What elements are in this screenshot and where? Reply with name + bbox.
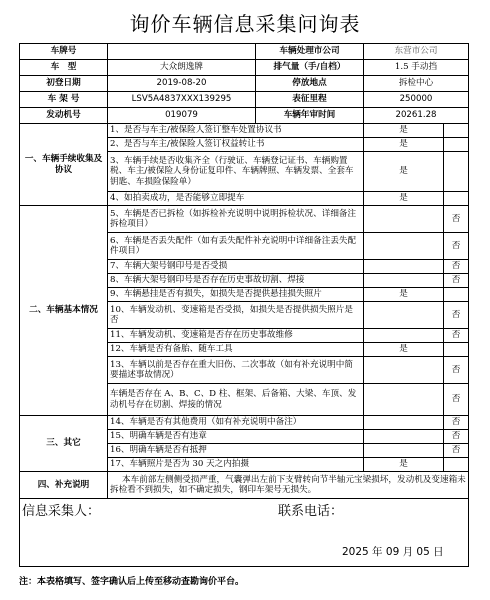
- inspection-value[interactable]: 20261.28: [364, 108, 469, 124]
- item-4-yes[interactable]: 是: [364, 192, 444, 206]
- item-4-no[interactable]: [444, 192, 469, 206]
- item-3-text: 3、车辆手续是否收集齐全（行驶证、车辆登记证书、车辆购置税、车主/被保险人身份证复印件、车辆牌照、车辆发票、全套车钥匙、车损险保险单）: [108, 152, 364, 192]
- item-12-yes[interactable]: 是: [364, 343, 444, 357]
- item-3-yes[interactable]: 是: [364, 152, 444, 192]
- item-14-no[interactable]: 否: [444, 416, 469, 430]
- mileage-label: 表征里程: [256, 92, 364, 108]
- supplement-text[interactable]: 本车前部左侧侧受损严重，气囊弹出左前下支臂转向节半轴元宝梁损坏，发动机及变速箱未拆检看不到损失，如不确定损失，钢印车架号无损失。: [108, 472, 469, 499]
- item-13b-text: 车辆是否存在 A、B、C、D 柱、框架、后备箱、大梁、车顶、发动机号存在切割、焊接的情况: [108, 384, 364, 416]
- signature-area: [20, 499, 469, 567]
- item-16-yes[interactable]: [364, 444, 444, 458]
- item-11-no[interactable]: 否: [444, 329, 469, 343]
- plate-label: 车牌号: [20, 44, 108, 60]
- item-3-no[interactable]: [444, 152, 469, 192]
- item-8-no[interactable]: 否: [444, 274, 469, 288]
- item-2-yes[interactable]: 是: [364, 138, 444, 152]
- item-7-yes[interactable]: [364, 260, 444, 274]
- item-14-text: 14、车辆是否有其他费用（如有补充说明中备注）: [108, 416, 364, 430]
- item-6-yes[interactable]: [364, 233, 444, 260]
- item-13-text: 13、车辆以前是否存在重大旧伤、二次事故（如有补充说明中简要描述事故情况）: [108, 357, 364, 384]
- item-10-text: 10、车辆发动机、变速箱是否受损，如损失是否提供损失照片是否: [108, 302, 364, 329]
- item-17-no[interactable]: [444, 458, 469, 472]
- item-5-no[interactable]: 否: [444, 206, 469, 233]
- reg-date-label: 初登日期: [20, 76, 108, 92]
- item-12-text: 12、车辆是否有备胎、随车工具: [108, 343, 364, 357]
- item-11-text: 11、车辆发动机、变速箱是否存在历史事故维修: [108, 329, 364, 343]
- engine-value[interactable]: 019079: [108, 108, 256, 124]
- parking-label: 停放地点: [256, 76, 364, 92]
- form-title: 询价车辆信息采集问询表: [129, 12, 361, 36]
- inspection-label: 车辆年审时间: [256, 108, 364, 124]
- item-1-yes[interactable]: 是: [364, 124, 444, 138]
- frame-label: 车 架 号: [20, 92, 108, 108]
- item-2-text: 2、是否与车主/被保险人签订权益转让书: [108, 138, 364, 152]
- phone-label: 联系电话：: [278, 504, 344, 519]
- item-1-text: 1、是否与车主/被保险人签订整车处置协议书: [108, 124, 364, 138]
- item-8-yes[interactable]: [364, 274, 444, 288]
- collector-label: 信息采集人：: [22, 504, 101, 519]
- item-8-text: 8、车辆大架号钢印号是否存在历史事故切割、焊接: [108, 274, 364, 288]
- frame-value[interactable]: LSV5A4837XXX139295: [108, 92, 256, 108]
- item-13b-no[interactable]: 否: [444, 384, 469, 416]
- item-7-text: 7、车辆大架号钢印号是否受损: [108, 260, 364, 274]
- item-16-no[interactable]: 否: [444, 444, 469, 458]
- model-value[interactable]: 大众朗逸牌: [108, 60, 256, 76]
- parking-value[interactable]: 拆检中心: [364, 76, 469, 92]
- dealer-value[interactable]: 东营市公司: [364, 44, 469, 60]
- item-1-no[interactable]: [444, 124, 469, 138]
- plate-value[interactable]: [108, 44, 256, 60]
- item-11-yes[interactable]: [364, 329, 444, 343]
- item-17-text: 17、车辆照片是否为 30 天之内拍摄: [108, 458, 364, 472]
- item-6-text: 6、车辆是否丢失配件（如有丢失配件补充说明中详细备注丢失配件项目）: [108, 233, 364, 260]
- displacement-label: 排气量（手/自档）: [256, 60, 364, 76]
- item-6-no[interactable]: 否: [444, 233, 469, 260]
- footer-note: 注：本表格填写、签字确认后上传至移动查勘询价平台。: [19, 577, 245, 587]
- item-14-yes[interactable]: [364, 416, 444, 430]
- item-9-yes[interactable]: 是: [364, 288, 444, 302]
- item-4-text: 4、如拍卖成功，是否能够立即提车: [108, 192, 364, 206]
- displacement-value[interactable]: 1.5 手动挡: [364, 60, 469, 76]
- item-13-no[interactable]: 否: [444, 357, 469, 384]
- item-16-text: 16、明确车辆是否有抵押: [108, 444, 364, 458]
- section-3-label: 三、其它: [20, 416, 108, 472]
- item-9-no[interactable]: [444, 288, 469, 302]
- item-9-text: 9、车辆悬挂是否有损失，如损失是否提供悬挂损失照片: [108, 288, 364, 302]
- item-13-yes[interactable]: [364, 357, 444, 384]
- section-2-label: 二、车辆基本情况: [20, 206, 108, 416]
- item-10-yes[interactable]: [364, 302, 444, 329]
- item-15-text: 15、明确车辆是否有违章: [108, 430, 364, 444]
- item-5-yes[interactable]: [364, 206, 444, 233]
- dealer-label: 车辆处理市公司: [256, 44, 364, 60]
- engine-label: 发动机号: [20, 108, 108, 124]
- item-15-yes[interactable]: [364, 430, 444, 444]
- inquiry-form-table: [19, 43, 469, 567]
- item-13b-yes[interactable]: [364, 384, 444, 416]
- item-7-no[interactable]: 否: [444, 260, 469, 274]
- mileage-value[interactable]: 250000: [364, 92, 469, 108]
- item-5-text: 5、车辆是否已拆检（如拆检补充说明中说明拆检状况、详细备注拆检项目）: [108, 206, 364, 233]
- item-15-no[interactable]: 否: [444, 430, 469, 444]
- item-12-no[interactable]: [444, 343, 469, 357]
- item-2-no[interactable]: [444, 138, 469, 152]
- section-4-label: 四、补充说明: [20, 472, 108, 499]
- sign-date: 2025 年 09 月 05 日: [342, 546, 444, 558]
- item-17-yes[interactable]: 是: [364, 458, 444, 472]
- item-10-no[interactable]: 否: [444, 302, 469, 329]
- section-1-label: 一、车辆手续收集及协议: [20, 124, 108, 206]
- model-label: 车 型: [20, 60, 108, 76]
- reg-date-value[interactable]: 2019-08-20: [108, 76, 256, 92]
